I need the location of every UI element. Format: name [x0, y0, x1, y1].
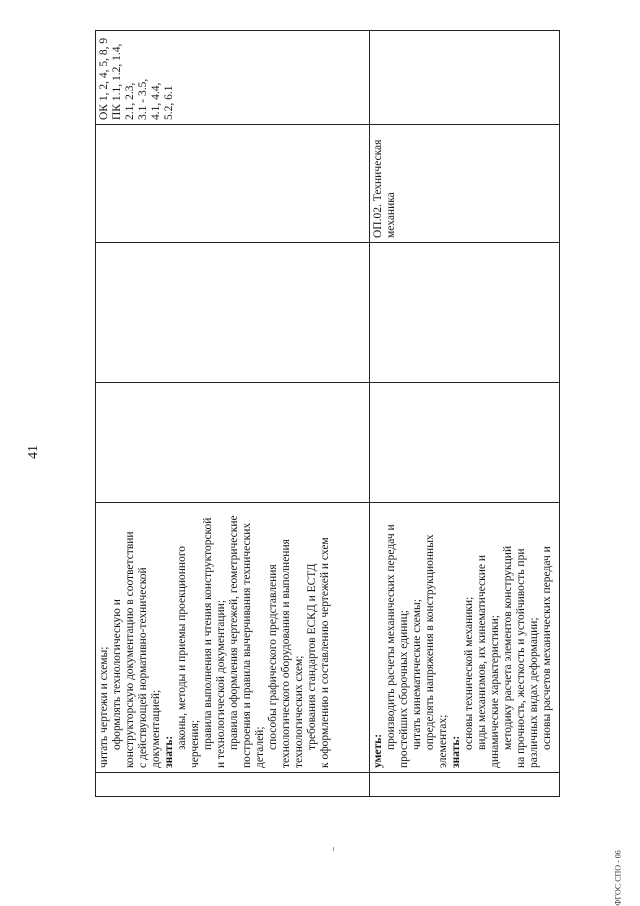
knowledge-line: читать кинематические схемы;	[411, 599, 423, 750]
knowledge-cell	[96, 503, 370, 773]
knowledge-line: методику расчета элементов конструкций	[502, 545, 514, 750]
knowledge-line: черчения;	[189, 719, 201, 768]
knowledge-lines	[98, 507, 332, 768]
knowledge-line: основы технической механики;	[463, 596, 475, 750]
knowledge-line: различных видах деформации;	[528, 617, 540, 768]
discipline-cell	[370, 125, 560, 243]
hours-cell	[96, 243, 370, 383]
competency-table	[95, 30, 560, 797]
knowledge-line: правила оформления чертежей, геометрические	[228, 515, 240, 750]
competency-code: 4.1, 4.4,	[150, 82, 162, 120]
knowledge-line: к оформлению и составлению чертежей и схем	[319, 537, 331, 768]
competency-code: 5.2, 6.1	[163, 85, 175, 120]
hours-max-cell	[96, 383, 370, 503]
discipline-name: ОП.02. Техническая механика	[372, 139, 397, 238]
section-heading: знать:	[163, 735, 175, 768]
section-heading: уметь:	[372, 733, 384, 768]
knowledge-line: производить расчеты механических передач и	[385, 524, 397, 750]
knowledge-line: элементах;	[437, 714, 449, 768]
knowledge-line: законы, методы и приемы проекционного	[176, 545, 188, 750]
knowledge-line: технологических схем;	[293, 655, 305, 768]
knowledge-line: и технологической документации;	[215, 599, 227, 768]
table-row-mechanics	[370, 31, 560, 797]
row-index-cell	[370, 773, 560, 797]
knowledge-line: виды механизмов, их кинематические и	[476, 555, 488, 750]
competency-code: ОК 1, 2, 4, 5, 8, 9	[98, 37, 110, 120]
competency-codes-cell	[370, 31, 560, 125]
hours-cell	[370, 243, 560, 383]
knowledge-line: деталей;	[254, 726, 266, 768]
footer-code: ФГОС СПО - 06	[613, 850, 623, 906]
knowledge-line: технологического оборудования и выполнения	[280, 539, 292, 768]
hours-max-cell	[370, 383, 560, 503]
knowledge-line: построения и правила вычерчивания технических	[241, 522, 253, 768]
knowledge-line: документацией;	[150, 689, 162, 768]
competency-codes-cell	[96, 31, 370, 125]
competency-code: ПК 1.1, 1.2, 1.4,	[111, 43, 123, 120]
discipline-cell	[96, 125, 370, 243]
knowledge-line: динамические характеристики;	[489, 615, 501, 768]
knowledge-line: оформлять технологическую и	[111, 599, 123, 750]
competency-table-rotated	[95, 31, 559, 797]
knowledge-line: с действующей нормативно-технической	[137, 567, 149, 768]
knowledge-line: требования стандартов ЕСКД и ЕСТД	[306, 563, 318, 750]
row-index-cell	[96, 773, 370, 797]
competency-code: 3.1 - 3.5,	[137, 78, 149, 120]
knowledge-cell	[370, 503, 560, 773]
knowledge-line: конструкторскую документацию в соответствии	[124, 531, 136, 768]
page-number: 41	[26, 445, 41, 459]
knowledge-line: простейших сборочных единиц;	[398, 610, 410, 768]
scan-mark	[333, 847, 334, 851]
knowledge-line: читать чертежи и схемы;	[98, 646, 110, 768]
knowledge-line: основы расчетов механических передач и	[541, 546, 553, 750]
knowledge-line: правила выполнения и чтения конструкторской	[202, 517, 214, 750]
knowledge-line: определять напряжения в конструкционных	[424, 534, 436, 750]
competency-code: 2.1, 2.3,	[124, 82, 136, 120]
section-heading: знать:	[450, 735, 462, 768]
knowledge-lines	[372, 507, 554, 768]
table-row-drawing	[96, 31, 370, 797]
knowledge-line: на прочность, жесткость и устойчивость при	[515, 548, 527, 768]
knowledge-line: способы графического представления	[267, 564, 279, 750]
